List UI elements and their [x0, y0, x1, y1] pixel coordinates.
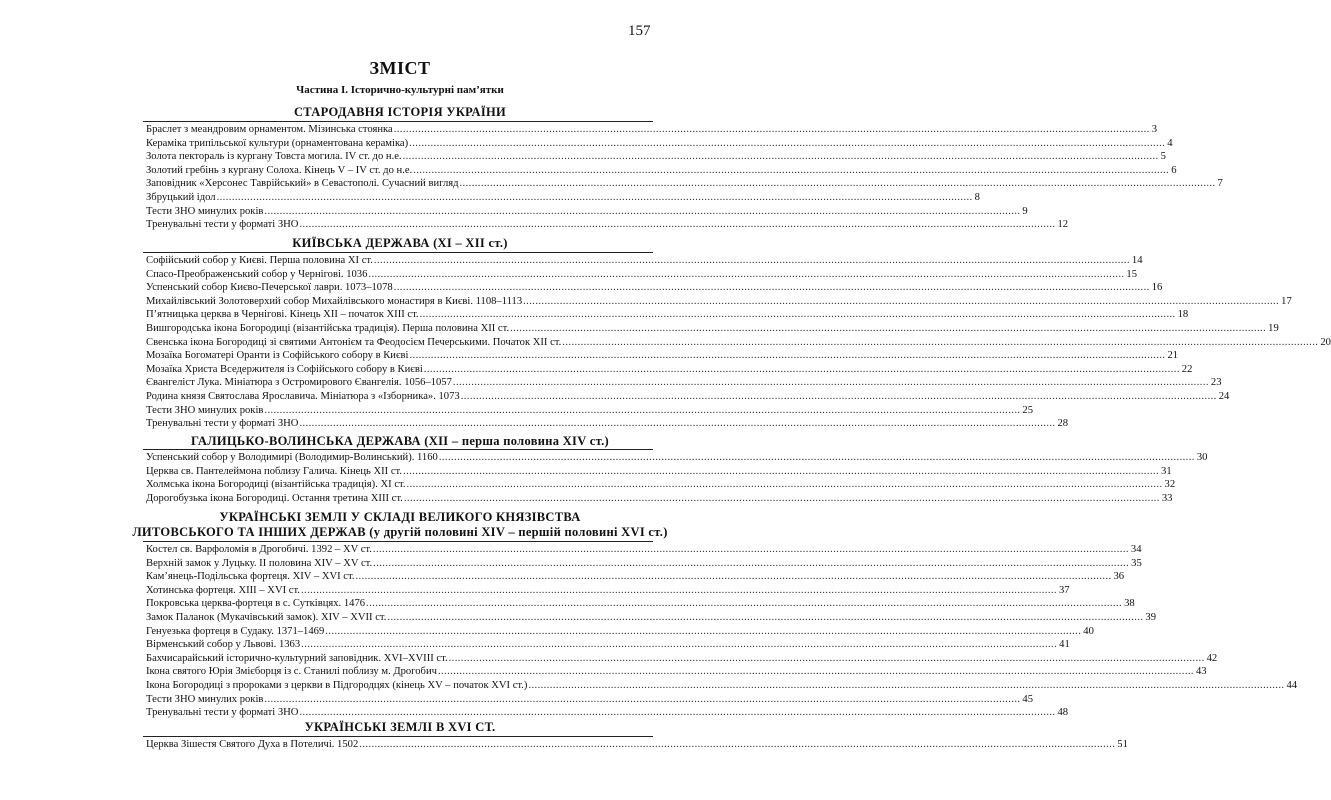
dot-leader: [216, 191, 974, 205]
dot-leader: [298, 706, 1056, 720]
toc-entry[interactable]: [146, 268, 1138, 282]
toc-entry-title: Родина князя Святослава Ярославича. Мініатюра з «Ізборника». 1073: [146, 390, 460, 402]
page-number: 157: [628, 23, 651, 39]
toc-entry[interactable]: [146, 281, 1163, 295]
toc-entry-page: 25: [1022, 404, 1034, 416]
section-entries: [146, 254, 1331, 431]
dot-leader: [365, 597, 1123, 611]
toc-entry[interactable]: [146, 611, 1157, 625]
toc-entry-title: Успенський собор Києво-Печерської лаври. 1073–1078: [146, 282, 393, 294]
toc-entry-title: Євангеліст Лука. Мініатюра з Остромирового Євангелія. 1056–1057: [146, 377, 452, 389]
section-title-line2: ЛИТОВСЬКОГО ТА ІНШИХ ДЕРЖАВ (у другій половині XIV – першій половині XVI ст.): [132, 525, 668, 539]
dot-leader: [263, 693, 1021, 707]
dot-leader: [402, 150, 1160, 164]
toc-entry[interactable]: [146, 679, 1298, 693]
toc-entry-title: Успенський собор у Володимирі (Володимир-Волинський). 1160: [146, 452, 438, 463]
section-title: КИЇВСЬКА ДЕРЖАВА (ХІ – ХІІ ст.): [292, 236, 508, 250]
toc-entry[interactable]: [146, 205, 1028, 219]
dot-leader: [561, 336, 1319, 350]
dot-leader: [372, 543, 1130, 557]
dot-leader: [263, 205, 1021, 219]
toc-entry[interactable]: [146, 451, 1208, 465]
toc-entry-title: Кераміка трипільської культури (орнаментована кераміка): [146, 137, 409, 149]
toc-entry[interactable]: [146, 478, 1176, 492]
toc-entry-title: Кам’янець-Подільська фортеця. XIV – XVI ст.: [146, 571, 355, 583]
toc-entry[interactable]: [146, 349, 1179, 363]
toc-entry[interactable]: [146, 557, 1142, 571]
dot-leader: [527, 679, 1285, 693]
toc-entry-page: 24: [1218, 390, 1230, 402]
toc-entry-title: Генуезька фортеця в Судаку. 1371–1469: [146, 625, 325, 637]
toc-entry-title: Спасо-Преображенський собор у Чернігові. 1036: [146, 268, 368, 280]
toc-entry-page: 22: [1181, 363, 1193, 375]
toc-entry[interactable]: [146, 191, 980, 205]
section-entries: [146, 123, 1223, 232]
toc-entry-title: Тести ЗНО минулих років: [146, 404, 264, 416]
dot-leader: [372, 557, 1130, 571]
toc-entry-page: 17: [1281, 295, 1292, 307]
toc-entry[interactable]: [146, 597, 1135, 611]
toc-entry[interactable]: [146, 465, 1172, 479]
dot-leader: [386, 611, 1144, 625]
toc-entry[interactable]: [146, 254, 1143, 268]
toc-entry-title: Церква Зішестя Святого Духа в Потеличі. 1502: [146, 739, 359, 750]
toc-entry-title: Покровська церква-фортеця в с. Сутківцях. 1476: [146, 598, 366, 610]
toc-entry[interactable]: [146, 177, 1223, 191]
toc-entry-page: 20: [1320, 336, 1331, 348]
toc-entry[interactable]: [146, 584, 1070, 598]
toc-entry-title: Свенська ікона Богородиці зі святими Антонієм та Феодосієм Печерськими. Початок ХІІ ст.: [146, 336, 562, 348]
toc-entry-title: Церква св. Пантелеймона поблизу Галича. Кінець XII ст.: [146, 465, 403, 477]
part-title: Частина І. Історично-культурні пам’ятки: [296, 84, 504, 96]
toc-entry-title: Ікона Богородиці з пророками з церкви в Підгородцях (кінець XV – початок XVI ст.): [146, 679, 528, 691]
toc-entry-page: 48: [1057, 707, 1069, 719]
toc-entry-page: 28: [1057, 418, 1069, 430]
section-entries: [146, 738, 1128, 752]
section-rule: [143, 449, 653, 450]
section-rule: [143, 121, 653, 122]
toc-entry-title: Тести ЗНО минулих років: [146, 693, 264, 705]
toc-entry-page: 8: [974, 191, 980, 203]
toc-entry-page: 16: [1151, 282, 1163, 294]
toc-entry-page: 41: [1059, 639, 1070, 651]
toc-entry-title: Ікона святого Юрія Змієборця із с. Станилі поблизу м. Дрогобич: [146, 666, 437, 678]
dot-leader: [300, 638, 1058, 652]
toc-entry-page: 15: [1126, 268, 1138, 280]
dot-leader: [358, 738, 1116, 752]
toc-entry[interactable]: [146, 363, 1193, 377]
toc-entry[interactable]: [146, 693, 1034, 707]
dot-leader: [452, 376, 1210, 390]
section-entries: [146, 543, 1298, 720]
toc-entry[interactable]: [146, 376, 1222, 390]
toc-entry-page: 39: [1145, 611, 1157, 623]
toc-entry-title: Дорогобузька ікона Богородиці. Остання третина XIII ст.: [146, 492, 403, 504]
toc-entry-page: 35: [1131, 557, 1142, 569]
toc-entry[interactable]: [146, 417, 1069, 431]
toc-entry-page: 33: [1161, 492, 1173, 504]
toc-title: ЗМІСТ: [369, 58, 431, 78]
toc-entry-title: Замок Паланок (Мукачівський замок). XIV – XVII ст.: [146, 611, 387, 623]
toc-entry[interactable]: [146, 137, 1173, 151]
toc-entry[interactable]: [146, 570, 1125, 584]
toc-entry-title: Бахчисарайський історично-культурний заповідник. XVI–XVIII ст.: [146, 652, 448, 664]
dot-leader: [448, 652, 1206, 666]
toc-entry-page: 45: [1022, 693, 1034, 705]
dot-leader: [354, 570, 1112, 584]
dot-leader: [509, 322, 1267, 336]
dot-leader: [408, 137, 1166, 151]
toc-entry-page: 40: [1083, 625, 1094, 637]
dot-leader: [367, 268, 1125, 282]
toc-entry-page: 7: [1217, 178, 1223, 190]
toc-entry-page: 4: [1167, 137, 1173, 149]
dot-leader: [423, 363, 1181, 377]
toc-entry-page: 38: [1124, 598, 1135, 610]
toc-entry-page: 42: [1206, 652, 1218, 664]
section-title: ГАЛИЦЬКО-ВОЛИНСЬКА ДЕРЖАВА (ХІІ – перша половина XIV ст.): [191, 434, 609, 448]
toc-entry-page: 6: [1171, 164, 1177, 176]
section-rule: [143, 736, 653, 737]
dot-leader: [263, 404, 1021, 418]
section-rule: [143, 252, 653, 253]
dot-leader: [393, 281, 1151, 295]
toc-entry-page: 3: [1151, 124, 1158, 135]
toc-entry-title: Софійський собор у Києві. Перша половина ХІ ст.: [146, 255, 373, 266]
toc-entry[interactable]: [146, 404, 1034, 418]
dot-leader: [373, 254, 1131, 268]
toc-entry[interactable]: [146, 638, 1070, 652]
toc-entry-page: 9: [1022, 205, 1028, 217]
dot-leader: [324, 625, 1082, 639]
toc-entry-page: 21: [1167, 350, 1179, 362]
toc-entry[interactable]: [146, 652, 1218, 666]
toc-entry-title: П’ятницька церква в Чернігові. Кінець ХІІ – початок ХІІІ ст.: [146, 309, 419, 321]
toc-entry[interactable]: [146, 492, 1173, 506]
toc-entry-page: 32: [1164, 479, 1176, 491]
toc-entry-title: Хотинська фортеця. XIII – XVI ст.: [146, 584, 300, 596]
toc-entry-page: 12: [1057, 219, 1069, 231]
toc-entry-page: 43: [1195, 666, 1207, 678]
toc-entry-title: Вишгородська ікона Богородиці (візантійська традиція). Перша половина ХІІ ст.: [146, 322, 510, 334]
toc-entry[interactable]: [146, 295, 1292, 309]
toc-entry-title: Тренувальні тести у форматі ЗНО: [146, 418, 299, 430]
toc-entry[interactable]: [146, 665, 1207, 679]
toc-entry-page: 18: [1177, 309, 1189, 321]
toc-entry-title: Костел св. Варфоломія в Дрогобичі. 1392 – XV ст.: [146, 544, 372, 555]
dot-leader: [419, 308, 1177, 322]
toc-entry[interactable]: [146, 322, 1279, 336]
toc-entry-page: 31: [1161, 465, 1172, 477]
toc-entry-title: Холмська ікона Богородиці (візантійська традиція). ХІ ст.: [146, 479, 406, 491]
dot-leader: [300, 584, 1058, 598]
toc-entry-page: 14: [1131, 255, 1143, 266]
toc-entry-title: Михайлівський Золотоверхий собор Михайлівського монастиря в Києві. 1108–1113: [146, 295, 523, 307]
dot-leader: [406, 478, 1164, 492]
toc-entry-page: 44: [1286, 679, 1298, 691]
toc-entry[interactable]: [146, 625, 1094, 639]
section-title: СТАРОДАВНЯ ІСТОРІЯ УКРАЇНИ: [293, 105, 507, 119]
toc-entry-title: Золота пектораль із кургану Товста могила. IV ст. до н.е.: [146, 151, 402, 163]
section-rule: [143, 541, 653, 542]
toc-entry-title: Золотий гребінь з кургану Солоха. Кінець V – IV ст. до н.е.: [146, 164, 413, 176]
toc-entry-title: Тренувальні тести у форматі ЗНО: [146, 219, 299, 231]
dot-leader: [402, 465, 1160, 479]
toc-entry-title: Тренувальні тести у форматі ЗНО: [146, 707, 299, 719]
dot-leader: [408, 349, 1166, 363]
toc-entry-page: 36: [1113, 571, 1125, 583]
toc-entry-title: Заповідник «Херсонес Таврійський» в Севастополі. Сучасний вигляд: [146, 178, 459, 190]
toc-entry-title: Тести ЗНО минулих років: [146, 205, 264, 217]
dot-leader: [403, 492, 1161, 506]
dot-leader: [298, 417, 1056, 431]
toc-entry[interactable]: [146, 218, 1069, 232]
toc-entry-title: Браслет з меандровим орнаментом. Мізинська стоянка: [146, 124, 393, 135]
toc-entry[interactable]: [146, 164, 1177, 178]
toc-entry[interactable]: [146, 543, 1142, 557]
toc-entry-title: Верхній замок у Луцьку. ІІ половина XIV – XV ст.: [146, 557, 373, 569]
section-title: УКРАЇНСЬКІ ЗЕМЛІ В XVI СТ.: [304, 720, 496, 734]
toc-entry-page: 30: [1196, 452, 1208, 463]
toc-entry[interactable]: [146, 738, 1128, 752]
dot-leader: [460, 390, 1218, 404]
toc-entry-title: Мозаїка Христа Вседержителя із Софійського собору в Києві: [146, 363, 423, 375]
toc-entry[interactable]: [146, 706, 1069, 720]
toc-entry-page: 19: [1268, 322, 1279, 334]
dot-leader: [298, 218, 1056, 232]
toc-entry[interactable]: [146, 123, 1158, 137]
toc-entry-title: Збруцький ідол: [146, 191, 216, 203]
dot-leader: [459, 177, 1217, 191]
toc-entry[interactable]: [146, 390, 1230, 404]
dot-leader: [522, 295, 1280, 309]
toc-entry-title: Мозаїка Богоматері Оранти із Софійського собору в Києві: [146, 350, 409, 362]
section-entries: [146, 451, 1208, 505]
toc-entry-page: 51: [1117, 739, 1128, 750]
toc-entry-page: 37: [1058, 584, 1070, 596]
dot-leader: [393, 123, 1151, 137]
toc-entry[interactable]: [146, 336, 1331, 350]
toc-entry[interactable]: [146, 308, 1189, 322]
toc-entry-page: 34: [1130, 544, 1142, 555]
dot-leader: [412, 164, 1170, 178]
toc-entry-page: 23: [1210, 377, 1222, 389]
dot-leader: [438, 451, 1196, 465]
toc-entry-title: Вірменський собор у Львові. 1363: [146, 639, 301, 651]
dot-leader: [437, 665, 1195, 679]
toc-entry-page: 5: [1160, 151, 1166, 163]
toc-entry[interactable]: [146, 150, 1166, 164]
section-title: УКРАЇНСЬКІ ЗЕМЛІ У СКЛАДІ ВЕЛИКОГО КНЯЗІВСТВА: [219, 510, 581, 524]
